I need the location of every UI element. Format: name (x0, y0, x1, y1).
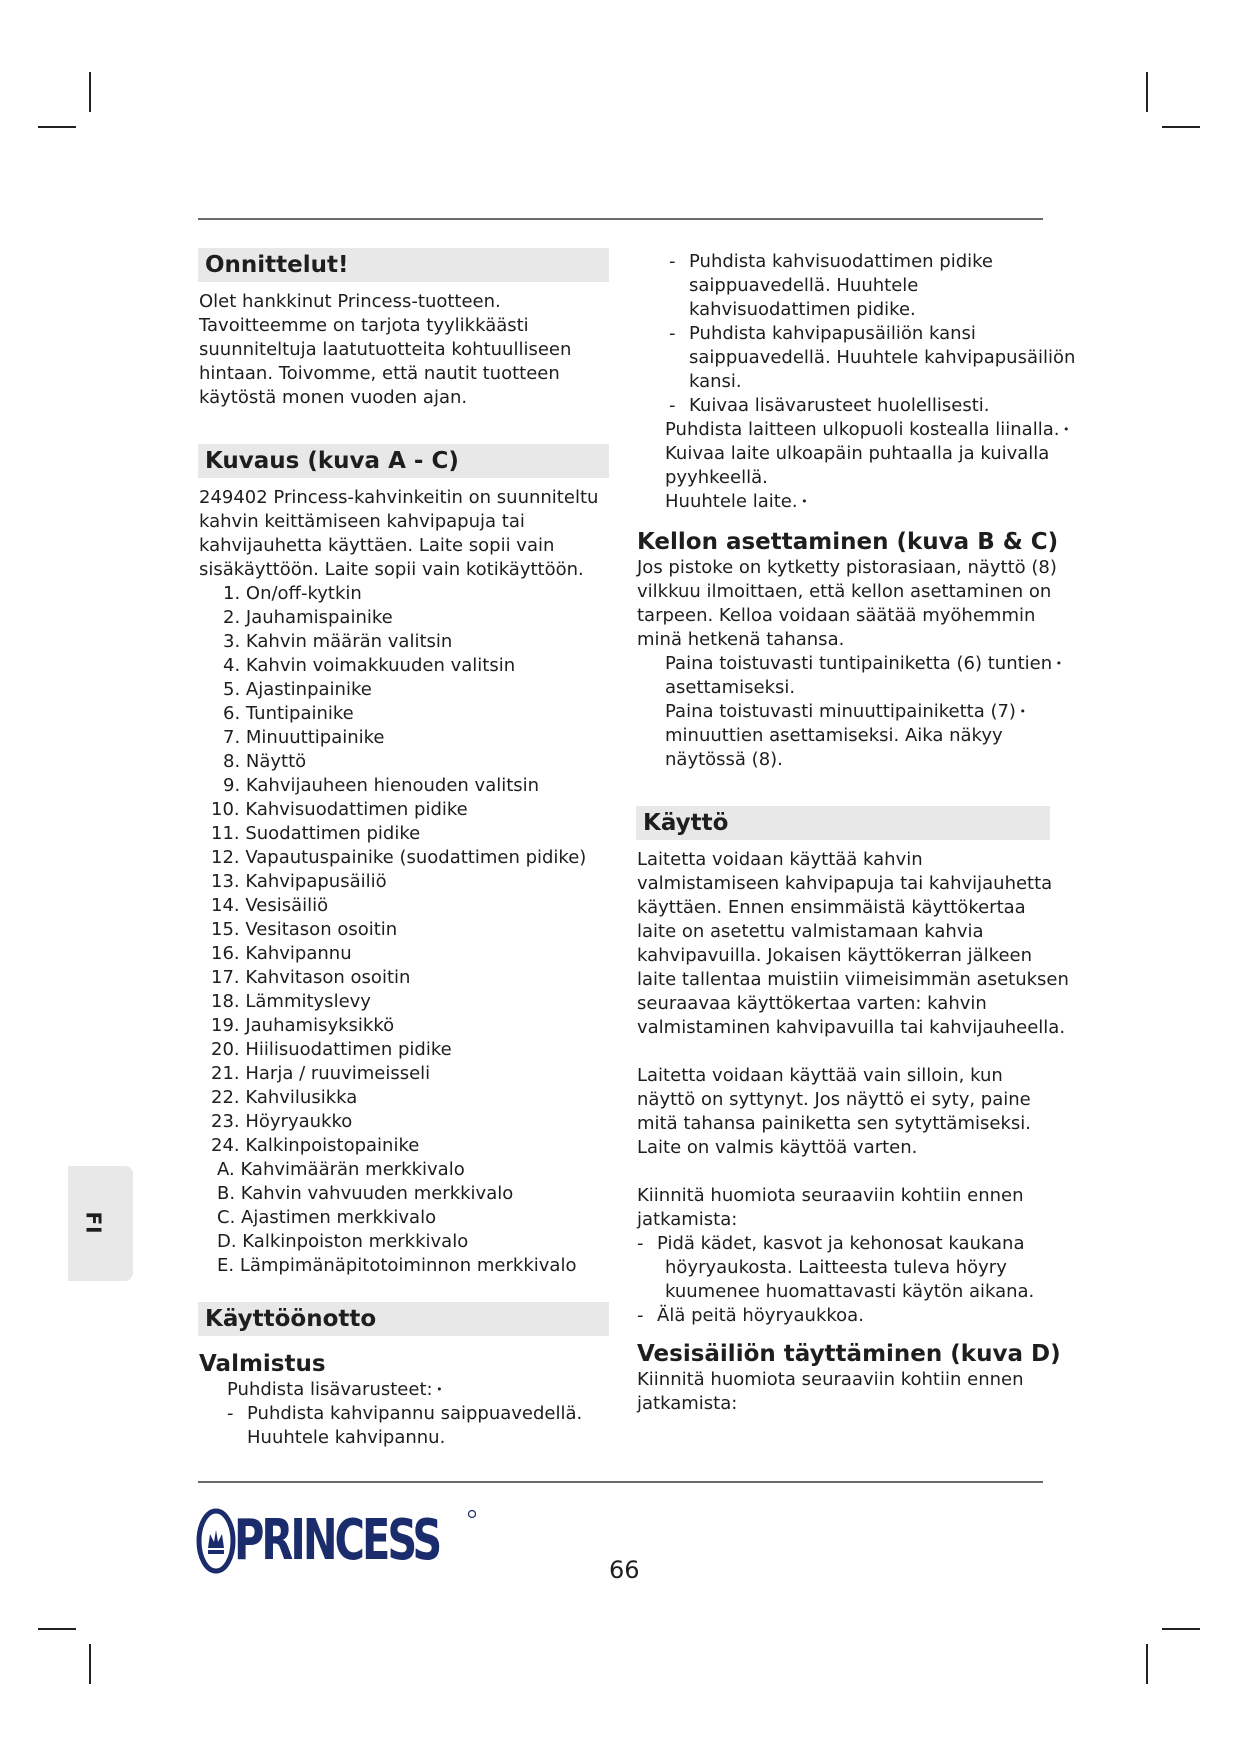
list-item: 5. Ajastinpainike (223, 679, 372, 700)
paragraph-line: Olet hankkinut Princess-tuotteen. (199, 291, 501, 312)
crop-mark (89, 72, 91, 112)
list-item: C. Ajastimen merkkivalo (217, 1207, 437, 1228)
paragraph-line: käyttäen. Ennen ensimmäistä käyttökertaa (637, 897, 1026, 918)
paragraph-line: 249402 Princess-kahvinkeitin on suunniteltu (199, 487, 599, 508)
list-item: 7. Minuuttipainike (223, 727, 385, 748)
dash-mark: - (669, 395, 676, 416)
crop-mark (38, 1628, 76, 1630)
bullet-line: Kuivaa laite ulkoapäin puhtaalla ja kuivalla (665, 443, 1050, 464)
dash-mark: - (637, 1233, 644, 1254)
bullet-line: Puhdista laitteen ulkopuoli kostealla liinalla. • (665, 418, 1077, 442)
paragraph-line: laite on asetettu valmistamaan kahvia (637, 921, 984, 942)
list-item: 19. Jauhamisyksikkö (211, 1015, 395, 1036)
sub-heading: Vesisäiliön täyttäminen (kuva D) (637, 1341, 1061, 1367)
paragraph-line: Kiinnitä huomiota seuraaviin kohtiin ennen (637, 1369, 1024, 1390)
paragraph-line: valmistamiseen kahvipapuja tai kahvijauhetta (637, 873, 1053, 894)
list-item: 11. Suodattimen pidike (211, 823, 421, 844)
bullet-line: pyyhkeellä. (665, 467, 768, 488)
sub-heading: Valmistus (199, 1351, 326, 1377)
list-item: 24. Kalkinpoistopainike (211, 1135, 420, 1156)
list-item: 17. Kahvitason osoitin (211, 967, 411, 988)
bullet-line: minuuttien asettamiseksi. Aika näkyy (665, 725, 1003, 746)
paragraph-line: Jos pistoke on kytketty pistorasiaan, näyttö (8) (637, 557, 1057, 578)
dash-line: Kuivaa lisävarusteet huolellisesti. (689, 395, 990, 416)
paragraph-line: mitä tahansa painiketta sen sytyttämiseksi. (637, 1113, 1031, 1134)
dash-line: Älä peitä höyryaukkoa. (657, 1305, 864, 1326)
paragraph-line: vilkkuu ilmoittaen, että kellon asettaminen on (637, 581, 1052, 602)
section-heading: Kuvaus (kuva A - C) (198, 444, 609, 478)
list-item: 16. Kahvipannu (211, 943, 352, 964)
dash-line: kahvisuodattimen pidike. (689, 299, 916, 320)
list-item: 12. Vapautuspainike (suodattimen pidike) (211, 847, 587, 868)
list-item: 23. Höyryaukko (211, 1111, 353, 1132)
list-item: 22. Kahvilusikka (211, 1087, 358, 1108)
paragraph-line: näyttö on syttynyt. Jos näyttö ei syty, paine (637, 1089, 1031, 1110)
list-item: 18. Lämmityslevy (211, 991, 371, 1012)
dash-line: kansi. (689, 371, 742, 392)
list-item: 9. Kahvijauheen hienouden valitsin (223, 775, 540, 796)
dash-item (637, 1304, 1077, 1328)
crop-mark (89, 1644, 91, 1684)
crop-mark (1146, 1644, 1148, 1684)
section-heading: Käyttö (636, 806, 1050, 840)
dash-line: höyryaukosta. Laitteesta tuleva höyry (665, 1257, 1007, 1278)
bullet-line: Huuhtele laite. • (665, 490, 1077, 514)
sub-heading: Kellon asettaminen (kuva B & C) (637, 529, 1059, 555)
paragraph-line: seuraavaa käyttökertaa varten: kahvin (637, 993, 987, 1014)
paragraph-line: jatkamista: (637, 1209, 738, 1230)
dash-line: Puhdista kahvipannu saippuavedellä. (247, 1403, 583, 1424)
list-item: 3. Kahvin määrän valitsin (223, 631, 453, 652)
paragraph-line: kahvijauhetta käyttäen. Laite sopii vain (199, 535, 555, 556)
dash-line: kuumenee huomattavasti käytön aikana. (665, 1281, 1035, 1302)
list-item: E. Lämpimänäpitotoiminnon merkkivalo (217, 1255, 577, 1276)
left-column (199, 248, 609, 1450)
paragraph-line: hintaan. Toivomme, että nautit tuotteen (199, 363, 560, 384)
list-item: 6. Tuntipainike (223, 703, 354, 724)
dash-mark: - (669, 251, 676, 272)
list-item: 8. Näyttö (223, 751, 307, 772)
list-item: D. Kalkinpoiston merkkivalo (217, 1231, 469, 1252)
list-item: 21. Harja / ruuvimeisseli (211, 1063, 431, 1084)
crop-mark (1162, 1628, 1200, 1630)
list-item: 20. Hiilisuodattimen pidike (211, 1039, 452, 1060)
paragraph-line: sisäkäyttöön. Laite sopii vain kotikäyttöön. (199, 559, 584, 580)
dash-line: Pidä kädet, kasvot ja kehonosat kaukana (657, 1233, 1025, 1254)
crop-mark (1146, 72, 1148, 112)
paragraph-line: suunniteltuja laatutuotteita kohtuulliseen (199, 339, 572, 360)
paragraph-line: Kiinnitä huomiota seuraaviin kohtiin ennen (637, 1185, 1024, 1206)
dash-mark: - (227, 1403, 234, 1424)
section-heading: Onnittelut! (198, 248, 609, 282)
crop-mark (1162, 126, 1200, 128)
paragraph-line: tarpeen. Kelloa voidaan säätää myöhemmin (637, 605, 1036, 626)
dash-item (637, 394, 1077, 418)
dash-line: Puhdista kahvisuodattimen pidike (689, 251, 993, 272)
bullet-line: asettamiseksi. (665, 677, 796, 698)
crop-mark (38, 126, 76, 128)
logo-wordmark: PRINCESS (234, 1508, 440, 1573)
dash-mark: - (669, 323, 676, 344)
dash-line: saippuavedellä. Huuhtele kahvipapusäiliön (689, 347, 1076, 368)
paragraph-line: Laitetta voidaan käyttää kahvin (637, 849, 923, 870)
paragraph-line: kahvipavuilla. Jokaisen käyttökerran jälkeen (637, 945, 1033, 966)
paragraph-line: Tavoitteemme on tarjota tyylikkäästi (199, 315, 529, 336)
list-item: 4. Kahvin voimakkuuden valitsin (223, 655, 516, 676)
bullet-line: Paina toistuvasti minuuttipainiketta (7) • (665, 700, 1077, 724)
list-item: 13. Kahvipapusäiliö (211, 871, 387, 892)
parts-list (199, 582, 609, 1278)
dash-item (637, 1232, 1077, 1304)
section-heading: Käyttöönotto (198, 1302, 609, 1336)
list-item: B. Kahvin vahvuuden merkkivalo (217, 1183, 514, 1204)
list-item: A. Kahvimäärän merkkivalo (217, 1159, 465, 1180)
language-tab-label: FI (81, 1211, 106, 1235)
paragraph-line: kahvin keittämiseen kahvipapuja tai (199, 511, 525, 532)
right-column (637, 250, 1077, 1416)
princess-logo (196, 1506, 476, 1576)
list-item: 2. Jauhamispainike (223, 607, 393, 628)
dash-item (199, 1402, 609, 1450)
paragraph-line: jatkamista: (637, 1393, 738, 1414)
dash-line: Puhdista kahvipapusäiliön kansi (689, 323, 976, 344)
language-tab (68, 1166, 133, 1281)
paragraph-line: käytöstä monen vuoden ajan. (199, 387, 468, 408)
list-item: 14. Vesisäiliö (211, 895, 329, 916)
dash-line: saippuavedellä. Huuhtele (689, 275, 919, 296)
paragraph-line: Laitetta voidaan käyttää vain silloin, kun (637, 1065, 1003, 1086)
paragraph-line: laite tallentaa muistiin viimeisimmän asetuksen (637, 969, 1069, 990)
dash-item (637, 250, 1077, 322)
bullet-line: Paina toistuvasti tuntipainiketta (6) tuntien • (665, 652, 1077, 676)
bullet-line: Puhdista lisävarusteet: • (199, 1378, 609, 1402)
top-rule (198, 218, 1043, 220)
paragraph-line: Laite on valmis käyttöä varten. (637, 1137, 918, 1158)
paragraph-line: minä hetkenä tahansa. (637, 629, 845, 650)
list-item: 10. Kahvisuodattimen pidike (211, 799, 468, 820)
list-item: 1. On/off-kytkin (223, 583, 362, 604)
dash-line: Huuhtele kahvipannu. (247, 1427, 446, 1448)
dash-mark: - (637, 1305, 644, 1326)
page-number: 66 (609, 1556, 640, 1584)
bottom-rule (198, 1481, 1043, 1483)
bullet-line: näytössä (8). (665, 749, 783, 770)
dash-item (637, 322, 1077, 394)
list-item: 15. Vesitason osoitin (211, 919, 398, 940)
paragraph-line: valmistaminen kahvipavuilla tai kahvijauheella. (637, 1017, 1066, 1038)
